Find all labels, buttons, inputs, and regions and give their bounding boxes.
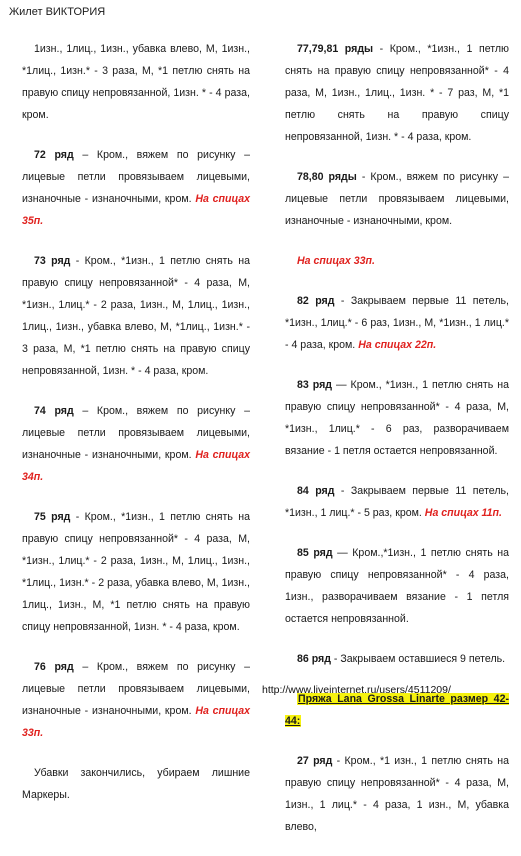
row-label: 85 ряд [297, 547, 333, 559]
yarn-heading-text: Пряжа Lana Grossa Linarte размер 42-44: [285, 693, 509, 727]
stitch-count: На спицах 34п. [22, 449, 250, 483]
paragraph: Убавки закончились, убираем лишние Маркеры. [22, 767, 250, 801]
row-label: 75 ряд [34, 511, 71, 523]
paragraph [285, 250, 509, 272]
paragraph: 75 ряд - Кром., *1изн., 1 петлю снять на правую спицу непровязанной* - 4 раза, М, *1изн., 1лиц.* - 2 раза, 1изн., М, 1лиц., 1изн., *1лиц., 1изн.* - 2 раза, убавка влево, М, 1изн., 1лиц., 1изн., М, *1 петлю снять на правую спицу непровязанной, 1изн. * - 4 раза, кром. [22, 511, 250, 633]
paragraph: 86 ряд - Закрываем оставшиеся 9 петель. [297, 653, 506, 665]
stitch-count: На спицах 33п. [22, 705, 250, 739]
stitch-count: На спицах 22п. [358, 339, 437, 351]
paragraph: 82 ряд - Закрываем первые 11 петель, *1изн., 1лиц.* - 6 раз, 1изн., М, *1изн., 1 лиц.* - 4 раза, кром. На спицах 22п. [285, 295, 509, 351]
row-label: 72 ряд [34, 149, 74, 161]
paragraph: 84 ряд - Закрываем первые 11 петель, *1изн., 1 лиц.* - 5 раз, кром. На спицах 11п. [285, 485, 509, 519]
row-label: 84 ряд [297, 485, 335, 497]
source-url[interactable]: http://www.liveinternet.ru/users/4511209/ [262, 684, 451, 696]
row-label: 76 ряд [34, 661, 74, 673]
paragraph: 85 ряд — Кром.,*1изн., 1 петлю снять на правую спицу непровязанной* - 4 раза, 1изн., разворачиваем вязание - 1 петля остается непровязанной. [285, 547, 509, 625]
row-label: 74 ряд [34, 405, 74, 417]
paragraph: 83 ряд — Кром., *1изн., 1 петлю снять на правую спицу непровязанной* - 4 раза, М, *1изн., 1лиц.* - 6 раз, разворачиваем вязание - 1 петля остается непровязанной. [285, 379, 509, 457]
stitch-count: На спицах 33п. [297, 255, 375, 267]
row-label: 83 ряд [297, 379, 332, 391]
paragraph: 78,80 ряды - Кром., вяжем по рисунку – лицевые петли провязываем лицевыми, изнаночные - изнаночными, кром. [285, 171, 509, 227]
stitch-count: На спицах 35п. [22, 193, 250, 227]
stitch-count: На спицах 11п. [424, 507, 502, 519]
row-label: 82 ряд [297, 295, 335, 307]
paragraph: 1изн., 1лиц., 1изн., убавка влево, М, 1изн., *1лиц., 1изн.* - 3 раза, М, *1 петлю снять на правую спицу непровязанной, 1изн. * - 4 раза, кром. [22, 43, 250, 121]
paragraph: 74 ряд – Кром., вяжем по рисунку – лицевые петли провязываем лицевыми, изнаночные - изнаночными, кром. На спицах 34п. [22, 405, 250, 483]
row-label: 77,79,81 ряды [297, 43, 374, 55]
paragraph: 76 ряд – Кром., вяжем по рисунку – лицевые петли провязываем лицевыми, изнаночные - изнаночными, кром. На спицах 33п. [22, 661, 250, 739]
row-label: 78,80 ряды [297, 171, 357, 183]
paragraph: 77,79,81 ряды - Кром., *1изн., 1 петлю снять на правую спицу непровязанной* - 4 раза, М, 1изн., 1лиц., 1изн. * - 7 раз, М, *1 петлю снять на правую спицу непровязанной, 1изн. * - 4 раза, кром. [285, 43, 510, 143]
row-label: 86 ряд [297, 653, 331, 665]
row-label: 27 ряд [297, 755, 333, 767]
paragraph: 72 ряд – Кром., вяжем по рисунку – лицевые петли провязываем лицевыми, изнаночные - изнаночными, кром. На спицах 35п. [22, 149, 250, 227]
row-label: 73 ряд [34, 255, 71, 267]
right-column [285, 38, 509, 856]
document-title: Жилет ВИКТОРИЯ [9, 6, 106, 18]
paragraph: 27 ряд - Кром., *1 изн., 1 петлю снять на правую спицу непровязанной* - 4 раза, М, 1изн., 1 лиц.* - 4 раза, 1 изн., М, убавка влево, [285, 755, 509, 833]
paragraph: 73 ряд - Кром., *1изн., 1 петлю снять на правую спицу непровязанной* - 4 раза, М, *1изн., 1лиц.* - 2 раза, 1изн., М, 1лиц., 1изн., 1лиц., 1изн., убавка влево, М, *1лиц., 1изн.* - 3 раза, М, *1 петлю снять на правую спицу непровязанной, 1изн. * - 4 раза, кром. [22, 255, 250, 377]
left-column [22, 38, 250, 824]
